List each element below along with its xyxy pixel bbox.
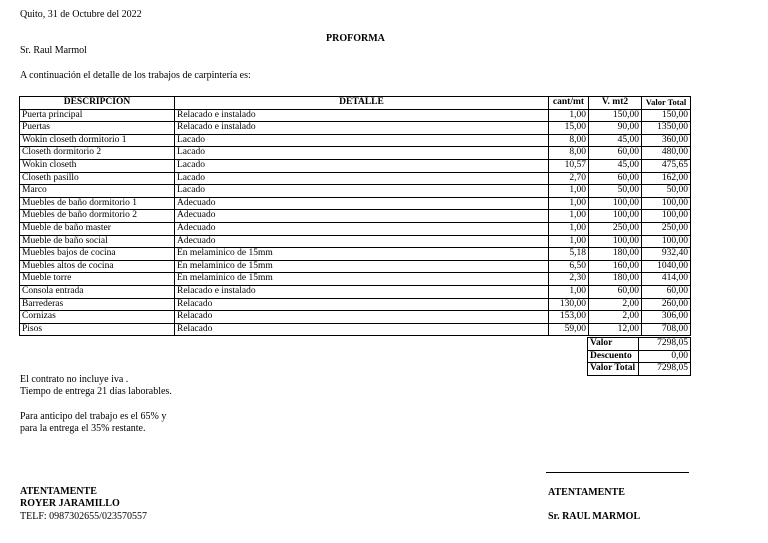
cell-detalle: Relacado: [175, 298, 549, 311]
table-row: [20, 122, 691, 135]
table-row: [20, 197, 691, 210]
cell-cant: 130,00: [549, 298, 589, 311]
cell-v-mt2: 180,00: [589, 248, 642, 261]
table-row: [20, 134, 691, 147]
cell-v-mt2: 250,00: [589, 222, 642, 235]
cell-v-mt2: 2,00: [589, 298, 642, 311]
cell-cant: 5,18: [549, 248, 589, 261]
col-header-v-mt2: V. mt2: [589, 97, 642, 110]
cell-cant: 2,30: [549, 273, 589, 286]
cell-v-mt2: 60,00: [589, 147, 642, 160]
cell-descripcion: Muebles bajos de cocina: [20, 248, 175, 261]
table-row: [20, 311, 691, 324]
note-iva: El contrato no incluye iva .: [20, 374, 129, 385]
cell-descripcion: Wokin closeth dormitorio 1: [20, 134, 175, 147]
cell-cant: 153,00: [549, 311, 589, 324]
cell-descripcion: Puerta principal: [20, 109, 175, 122]
cell-descripcion: Pisos: [20, 323, 175, 336]
cell-detalle: En melaminico de 15mm: [175, 248, 549, 261]
totals-row-valor: [588, 338, 691, 351]
cell-total: 1040,00: [642, 260, 691, 273]
cell-detalle: Relacado e instalado: [175, 109, 549, 122]
right-signature-name: Sr. RAUL MARMOL: [548, 511, 641, 522]
cell-detalle: Relacado: [175, 311, 549, 324]
col-header-cant: cant/mt: [549, 97, 589, 110]
cell-descripcion: Mueble de baño master: [20, 222, 175, 235]
totals-row-descuento: [588, 350, 691, 363]
cell-cant: 59,00: [549, 323, 589, 336]
table-row: [20, 159, 691, 172]
cell-v-mt2: 45,00: [589, 134, 642, 147]
cell-total: 100,00: [642, 235, 691, 248]
signature-line: [546, 472, 689, 473]
intro-text: A continuación el detalle de los trabajos de carpintería es:: [20, 70, 251, 81]
table-row: [20, 222, 691, 235]
totals-row-total: [588, 363, 691, 376]
cell-v-mt2: 100,00: [589, 197, 642, 210]
table-header-row: [20, 97, 691, 110]
valor-amount: 7298,05: [639, 338, 691, 351]
table-row: [20, 323, 691, 336]
cell-detalle: Relacado: [175, 323, 549, 336]
cell-cant: 8,00: [549, 147, 589, 160]
cell-v-mt2: 150,00: [589, 109, 642, 122]
right-signature-label: ATENTAMENTE: [548, 487, 625, 498]
cell-descripcion: Closeth pasillo: [20, 172, 175, 185]
valor-label: Valor: [588, 338, 639, 351]
cell-cant: 1,00: [549, 197, 589, 210]
cell-cant: 1,00: [549, 210, 589, 223]
cell-cant: 1,00: [549, 235, 589, 248]
place-date: Quito, 31 de Octubre del 2022: [20, 9, 142, 20]
cell-total: 708,00: [642, 323, 691, 336]
valor-total-amount: 7298,05: [639, 363, 691, 376]
cell-v-mt2: 180,00: [589, 273, 642, 286]
totals-table: [587, 337, 691, 376]
left-signature-phone: TELF: 0987302655/023570557: [20, 511, 147, 522]
cell-detalle: Lacado: [175, 185, 549, 198]
cell-total: 260,00: [642, 298, 691, 311]
cell-total: 162,00: [642, 172, 691, 185]
cell-total: 414,00: [642, 273, 691, 286]
cell-v-mt2: 45,00: [589, 159, 642, 172]
table-row: [20, 260, 691, 273]
cell-total: 1350,00: [642, 122, 691, 135]
cell-descripcion: Mueble torre: [20, 273, 175, 286]
note-delivery: Tiempo de entrega 21 días laborables.: [20, 386, 172, 397]
table-row: [20, 235, 691, 248]
cell-total: 360,00: [642, 134, 691, 147]
cell-v-mt2: 60,00: [589, 172, 642, 185]
cell-descripcion: Muebles de baño dormitorio 1: [20, 197, 175, 210]
col-header-descripcion: DESCRIPCION: [20, 97, 175, 110]
cell-v-mt2: 60,00: [589, 285, 642, 298]
cell-total: 250,00: [642, 222, 691, 235]
cell-detalle: Lacado: [175, 147, 549, 160]
cell-total: 150,00: [642, 109, 691, 122]
cell-total: 60,00: [642, 285, 691, 298]
cell-detalle: Adecuado: [175, 197, 549, 210]
cell-detalle: Relacado e instalado: [175, 122, 549, 135]
cell-total: 932,40: [642, 248, 691, 261]
table-row: [20, 185, 691, 198]
cell-total: 100,00: [642, 210, 691, 223]
table-row: [20, 147, 691, 160]
cell-descripcion: Mueble de baño social: [20, 235, 175, 248]
cell-detalle: Relacado e instalado: [175, 285, 549, 298]
cell-total: 480,00: [642, 147, 691, 160]
table-row: [20, 109, 691, 122]
cell-detalle: Adecuado: [175, 210, 549, 223]
cell-cant: 6,50: [549, 260, 589, 273]
cell-descripcion: Closeth dormitorio 2: [20, 147, 175, 160]
cell-descripcion: Puertas: [20, 122, 175, 135]
cell-v-mt2: 100,00: [589, 235, 642, 248]
table-row: [20, 298, 691, 311]
cell-descripcion: Marco: [20, 185, 175, 198]
cell-cant: 1,00: [549, 222, 589, 235]
descuento-amount: 0,00: [639, 350, 691, 363]
cell-cant: 1,00: [549, 185, 589, 198]
cell-total: 100,00: [642, 197, 691, 210]
cell-detalle: En melaminico de 15mm: [175, 260, 549, 273]
cell-cant: 10,57: [549, 159, 589, 172]
cell-v-mt2: 12,00: [589, 323, 642, 336]
cell-descripcion: Cornizas: [20, 311, 175, 324]
col-header-valor-total: Valor Total: [642, 97, 691, 110]
cell-total: 475,65: [642, 159, 691, 172]
cell-detalle: Adecuado: [175, 222, 549, 235]
cell-total: 50,00: [642, 185, 691, 198]
cell-v-mt2: 100,00: [589, 210, 642, 223]
cell-v-mt2: 2,00: [589, 311, 642, 324]
cell-detalle: Lacado: [175, 172, 549, 185]
table-row: [20, 172, 691, 185]
cell-descripcion: Muebles de baño dormitorio 2: [20, 210, 175, 223]
cell-total: 306,00: [642, 311, 691, 324]
valor-total-label: Valor Total: [588, 363, 639, 376]
cell-descripcion: Wokin closeth: [20, 159, 175, 172]
cell-detalle: Adecuado: [175, 235, 549, 248]
col-header-detalle: DETALLE: [175, 97, 549, 110]
table-row: [20, 248, 691, 261]
cell-cant: 1,00: [549, 285, 589, 298]
cell-detalle: Lacado: [175, 159, 549, 172]
cell-detalle: En melaminico de 15mm: [175, 273, 549, 286]
table-row: [20, 210, 691, 223]
detail-table: [19, 96, 691, 336]
cell-cant: 2,70: [549, 172, 589, 185]
left-signature-name: ROYER JARAMILLO: [20, 498, 120, 509]
cell-detalle: Lacado: [175, 134, 549, 147]
cell-cant: 8,00: [549, 134, 589, 147]
document-title: PROFORMA: [326, 33, 385, 44]
recipient: Sr. Raul Marmol: [20, 45, 87, 56]
note-advance: Para anticipo del trabajo es el 65% y: [20, 411, 167, 422]
cell-cant: 1,00: [549, 109, 589, 122]
cell-v-mt2: 50,00: [589, 185, 642, 198]
cell-cant: 15,00: [549, 122, 589, 135]
note-balance: para la entrega el 35% restante.: [20, 423, 146, 434]
table-row: [20, 285, 691, 298]
left-signature-label: ATENTAMENTE: [20, 486, 97, 497]
cell-descripcion: Muebles altos de cocina: [20, 260, 175, 273]
cell-v-mt2: 90,00: [589, 122, 642, 135]
cell-descripcion: Consola entrada: [20, 285, 175, 298]
descuento-label: Descuento: [588, 350, 639, 363]
cell-descripcion: Barrederas: [20, 298, 175, 311]
cell-v-mt2: 160,00: [589, 260, 642, 273]
table-row: [20, 273, 691, 286]
